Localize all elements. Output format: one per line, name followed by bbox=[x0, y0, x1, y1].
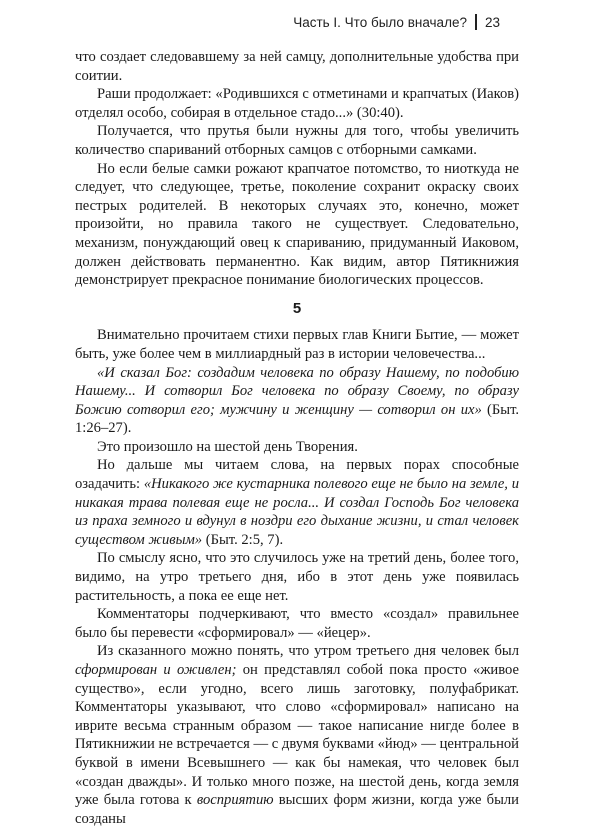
paragraph-text: он представлял собой пока просто «живое существо», если угодно, всего лишь заготовку, полуфабрикат. Комментаторы указывают, что слово «сформировал» написано на иврите весьма странным образом — такое написание нигде более в Пятикнижии не встречается — с двумя буквами «йюд» — центральной буквой в имени Всевышнего — как бы намекая, что человек был «создан дважды». И только много позже, на шестой день, когда земля уже была готова к bbox=[75, 662, 519, 809]
emphasis: сформирован и оживлен; bbox=[75, 662, 237, 678]
bible-reference: (Быт. 1:26–27). bbox=[75, 401, 520, 437]
paragraph bbox=[75, 456, 519, 549]
paragraph: Раши продолжает: «Родившихся с отметинами и крапчатых (Иаков) отделял особо, собирая в отдельное стадо...» (30:40). bbox=[75, 86, 519, 121]
paragraph-text: высших форм жизни, когда уже были созданы bbox=[75, 792, 519, 827]
bible-quote: «Никакого же кустарника полевого еще не было на земле, и никакая трава полевая еще не росла... И создал Господь Бог человека из праха земного и вдунул в ноздри его дыхание жизни, и стал человек существом живым» bbox=[75, 476, 519, 548]
running-header bbox=[293, 14, 500, 30]
paragraph: Внимательно прочитаем стихи первых глав Книги Бытие, — может быть, уже более чем в миллиардный раз в истории человечества... bbox=[75, 327, 519, 362]
running-title: Часть I. Что было вначале? bbox=[293, 14, 467, 30]
paragraph bbox=[75, 642, 519, 828]
section-number: 5 bbox=[292, 299, 302, 317]
paragraph: Это произошло на шестой день Творения. bbox=[97, 438, 358, 455]
paragraph: Получается, что прутья были нужны для того, чтобы увеличить количество спариваний отборных самцов с отборными самками. bbox=[75, 123, 519, 158]
bible-quote: «И сказал Бог: создадим человека по образу Нашему, по подобию Нашему... И сотворил Бог человека по образу Своему, по образу Божию сотворил его; мужчину и женщину — сотворил он их» bbox=[75, 364, 519, 418]
page-body bbox=[75, 48, 519, 828]
paragraph-text: Но дальше мы читаем слова, на первых порах способные озадачить: bbox=[75, 457, 519, 493]
emphasis: восприятию bbox=[196, 792, 274, 809]
paragraph: По смыслу ясно, что это случилось уже на третий день, более того, видимо, на утро третьего дня, ибо в этот день уже появилась растительность, а пока ее еще нет. bbox=[75, 550, 519, 604]
paragraph: что создает следовавшему за ней самцу, дополнительные удобства при соитии. bbox=[75, 49, 519, 84]
paragraph bbox=[75, 364, 519, 438]
paragraph: Комментаторы подчеркивают, что вместо «создал» правильнее было бы перевести «сформировал» — «йецер». bbox=[75, 606, 519, 641]
paragraph-text: Из сказанного можно понять, что утром третьего дня человек был bbox=[97, 643, 519, 660]
paragraph: Но если белые самки рожают крапчатое потомство, то ниоткуда не следует, что следующее, третье, поколение сохранит окраску своих пестрых родителей. В некоторых случаях это, конечно, может произойти, но правила такого не существует. Следовательно, механизм, понуждающий овец к спариванию, придуманный Иаковом, должен действовать перманентно. Как видим, автор Пятикнижия демонстрирует прекрасное понимание биологических процессов. bbox=[75, 160, 519, 289]
page-number: 23 bbox=[484, 14, 500, 30]
header-separator bbox=[475, 14, 477, 30]
bible-reference: (Быт. 2:5, 7). bbox=[202, 531, 284, 548]
